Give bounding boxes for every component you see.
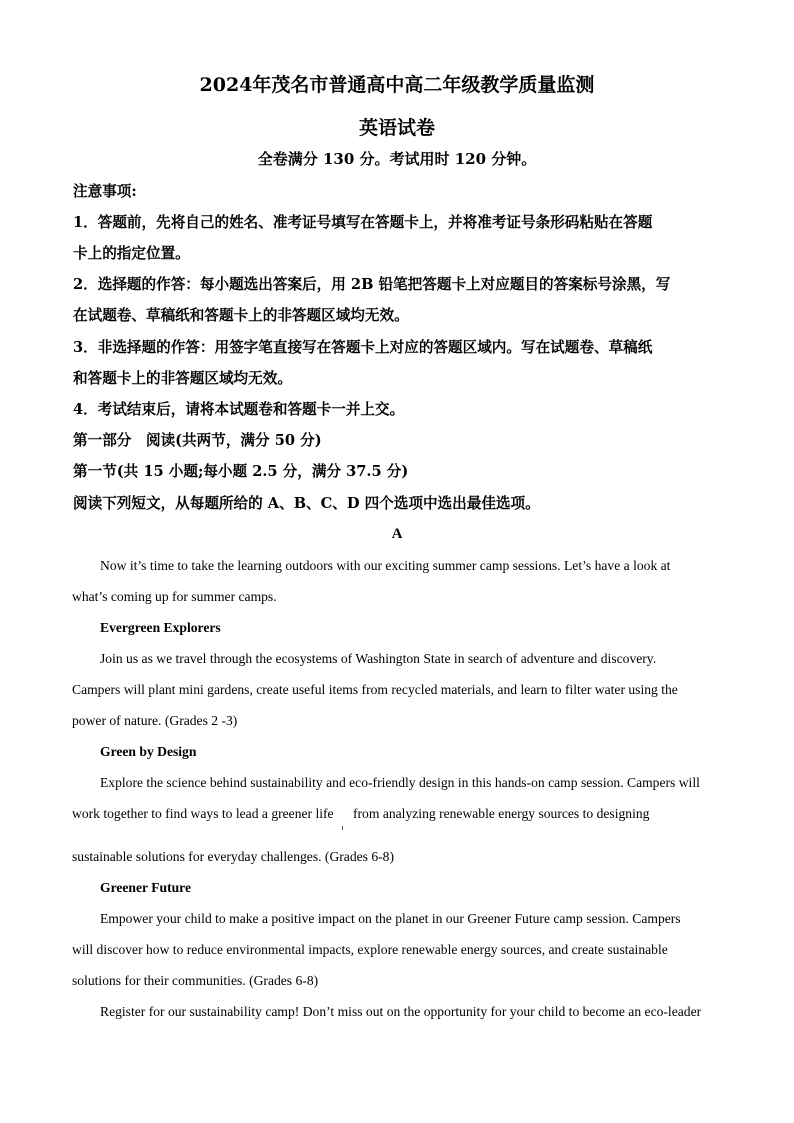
camp-description-line: power of nature. (Grades 2 -3) [72,713,238,728]
camp-description-line: Join us as we travel through the ecosystems of Washington State in search of adventure and discovery. [100,651,657,666]
camp-description-line: Explore the science behind sustainability and eco-friendly design in this hands-on camp session. Campers will [100,775,700,790]
camp-description-line: work together to find ways to lead a greener life [72,806,334,821]
exam-title: 2024年茂名市普通高中高二年级教学质量监测 [199,74,595,96]
stray-mark [342,826,343,830]
intro-line: Now it’s time to take the learning outdoors with our exciting summer camp sessions. Let’s have a look at [100,558,671,573]
notice-line: 和答题卡上的非答题区域均无效。 [73,370,292,387]
closing-line: Register for our sustainability camp! Don’t miss out on the opportunity for your child to become an eco-leader [100,1004,702,1019]
camp-description-line: solutions for their communities. (Grades 6-8) [72,973,319,988]
camp-description-line: Campers will plant mini gardens, create useful items from recycled materials, and learn to filter water using the [72,682,678,697]
camp-name: Evergreen Explorers [100,620,221,635]
camp-name: Green by Design [100,744,197,759]
camp-description-line: will discover how to reduce environmental impacts, explore renewable energy sources, and create sustainable [72,942,668,957]
camp-description-line: Empower your child to make a positive impact on the planet in our Greener Future camp session. Campers [100,911,681,926]
reading-instruction: 阅读下列短文，从每题所给的 A、B、C、D 四个选项中选出最佳选项。 [73,495,540,512]
notice-line: 3．非选择题的作答：用签字笔直接写在答题卡上对应的答题区域内。写在试题卷、草稿纸 [73,339,653,356]
notice-line: 2．选择题的作答：每小题选出答案后，用 2B 铅笔把答题卡上对应题目的答案标号涂黑，写 [73,276,671,293]
notice-heading: 注意事项: [73,183,137,200]
part-heading: 第一部分 阅读(共两节，满分 50 分) [73,432,322,449]
camp-name: Greener Future [100,880,191,895]
intro-line: what’s coming up for summer camps. [72,589,277,604]
passage-label: A [391,526,403,542]
notice-line: 在试题卷、草稿纸和答题卡上的非答题区域均无效。 [73,307,409,324]
section-heading: 第一节(共 15 小题;每小题 2.5 分，满分 37.5 分) [73,463,409,480]
camp-description-line: from analyzing renewable energy sources to designing [353,806,650,821]
subject-title: 英语试卷 [358,117,435,139]
camp-description-line: sustainable solutions for everyday challenges. (Grades 6-8) [72,849,394,864]
notice-line: 卡上的指定位置。 [73,245,190,262]
notice-line: 4．考试结束后，请将本试题卷和答题卡一并上交。 [73,401,405,418]
notice-line: 1．答题前，先将自己的姓名、准考证号填写在答题卡上，并将准考证号条形码粘贴在答题 [73,214,653,231]
score-time-note: 全卷满分 130 分。考试用时 120 分钟。 [257,150,537,168]
